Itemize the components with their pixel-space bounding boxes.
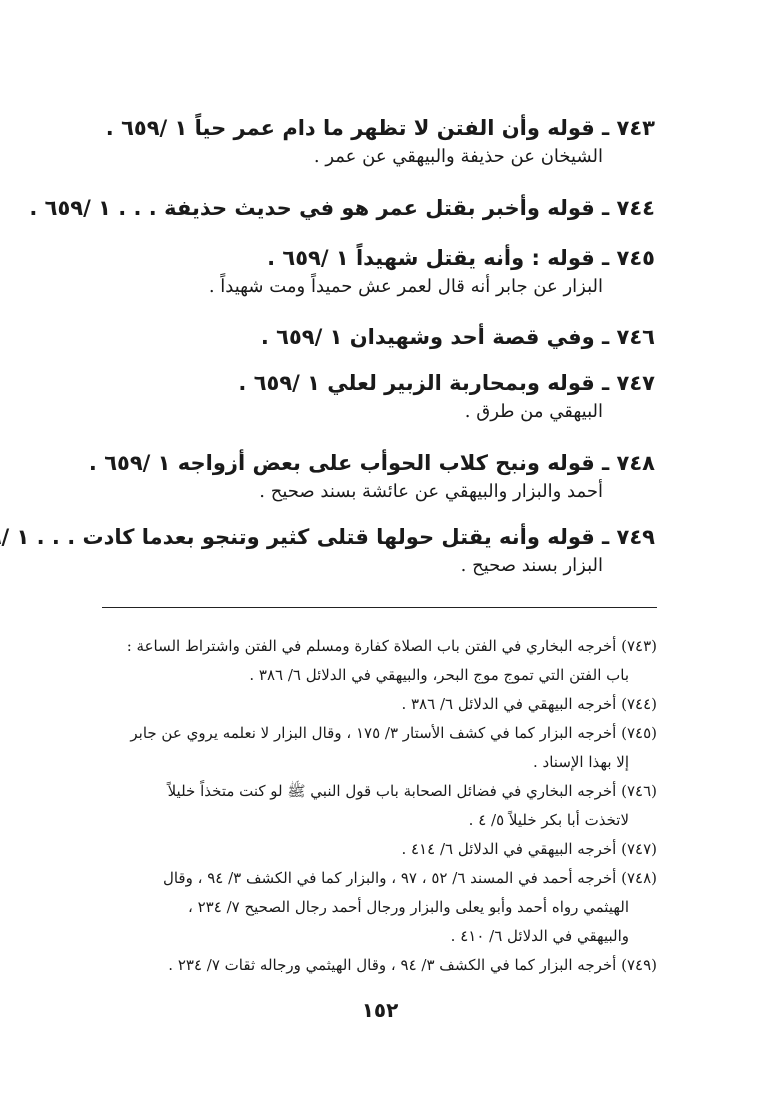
entry-heading: ٧٤٦ ـ وفي قصة أحد وشهيدان ١ /٦٥٩ .: [260, 325, 655, 349]
entry-source: أحمد والبزار والبيهقي عن عائشة بسند صحيح .: [259, 481, 603, 502]
footnote-line: (٧٤٧) أخرجه البيهقي في الدلائل ٦/ ٤١٤ .: [401, 840, 657, 858]
footnote-746: [102, 777, 657, 835]
footnote-line: الهيثمي رواه أحمد وأبو يعلى والبزار ورجال أحمد رجال الصحيح ٧/ ٢٣٤ ،: [188, 898, 629, 916]
entry-747: [95, 368, 655, 426]
entry-heading: ٧٤٣ ـ قوله وأن الفتن لا تظهر ما دام عمر حياً ١ /٦٥٩ .: [105, 116, 655, 140]
footnote-line: (٧٤٤) أخرجه البيهقي في الدلائل ٦/ ٣٨٦ .: [401, 695, 657, 713]
footnote-748: [102, 864, 657, 951]
footnote-line: والبيهقي في الدلائل ٦/ ٤١٠ .: [450, 927, 629, 945]
entry-745: [95, 243, 655, 301]
footnotes: [102, 632, 657, 980]
footnote-744: [102, 690, 657, 719]
footnote-747: [102, 835, 657, 864]
entry-source: الشيخان عن حذيفة والبيهقي عن عمر .: [313, 146, 603, 167]
entry-heading: ٧٤٥ ـ قوله : وأنه يقتل شهيداً ١ /٦٥٩ .: [267, 246, 655, 270]
footnote-line: إلا بهذا الإسناد .: [533, 753, 629, 771]
entry-source: البزار عن جابر أنه قال لعمر عش حميداً ومت شهيداً .: [208, 276, 603, 297]
entry-source: البزار بسند صحيح .: [460, 555, 603, 576]
entry-748: [88, 448, 655, 506]
entry-744: [29, 193, 655, 223]
page-number: ١٥٢: [361, 998, 399, 1022]
footnote-749: [102, 951, 657, 980]
footnote-line: لاتخذت أبا بكر خليلاً ٥/ ٤ .: [468, 811, 629, 829]
entry-heading: ٧٤٧ ـ قوله وبمحاربة الزبير لعلي ١ /٦٥٩ .: [238, 371, 655, 395]
footnote-line: (٧٤٥) أخرجه البزار كما في كشف الأستار ٣/ ١٧٥ ، وقال البزار لا نعلمه يروي عن جابر: [130, 724, 657, 742]
footnote-line: (٧٤٣) أخرجه البخاري في الفتن باب الصلاة كفارة ومسلم في الفتن واشتراط الساعة :: [126, 637, 657, 655]
footnote-line: (٧٤٨) أخرجه أحمد في المسند ٦/ ٥٢ ، ٩٧ ، والبزار كما في الكشف ٣/ ٩٤ ، وقال: [162, 869, 657, 887]
entry-heading: ٧٤٨ ـ قوله ونبح كلاب الحوأب على بعض أزواجه ١ /٦٥٩ .: [88, 451, 655, 475]
footnote-743: [102, 632, 657, 690]
footnote-745: [102, 719, 657, 777]
entry-746: [95, 322, 655, 352]
entry-749: [1, 522, 655, 580]
entry-743: [95, 113, 655, 171]
footnote-divider: [102, 607, 657, 608]
entry-heading: ٧٤٤ ـ قوله وأخبر بقتل عمر هو في حديث حذيفة . . . ١ /٦٥٩ .: [29, 196, 655, 220]
footnote-line: (٧٤٩) أخرجه البزار كما في الكشف ٣/ ٩٤ ، وقال الهيثمي ورجاله ثقات ٧/ ٢٣٤ .: [168, 956, 657, 974]
entry-source: البيهقي من طرق .: [464, 401, 603, 422]
footnote-line: باب الفتن التي تموج موج البحر، والبيهقي في الدلائل ٦/ ٣٨٦ .: [249, 666, 629, 684]
entry-heading: ٧٤٩ ـ قوله وأنه يقتل حولها قتلى كثير وتنجو بعدما كادت . . . ١ /: [1, 525, 655, 549]
footnote-line: (٧٤٦) أخرجه البخاري في فضائل الصحابة باب قول النبي ﷺ لو كنت متخذاً خليلاً: [167, 782, 657, 800]
